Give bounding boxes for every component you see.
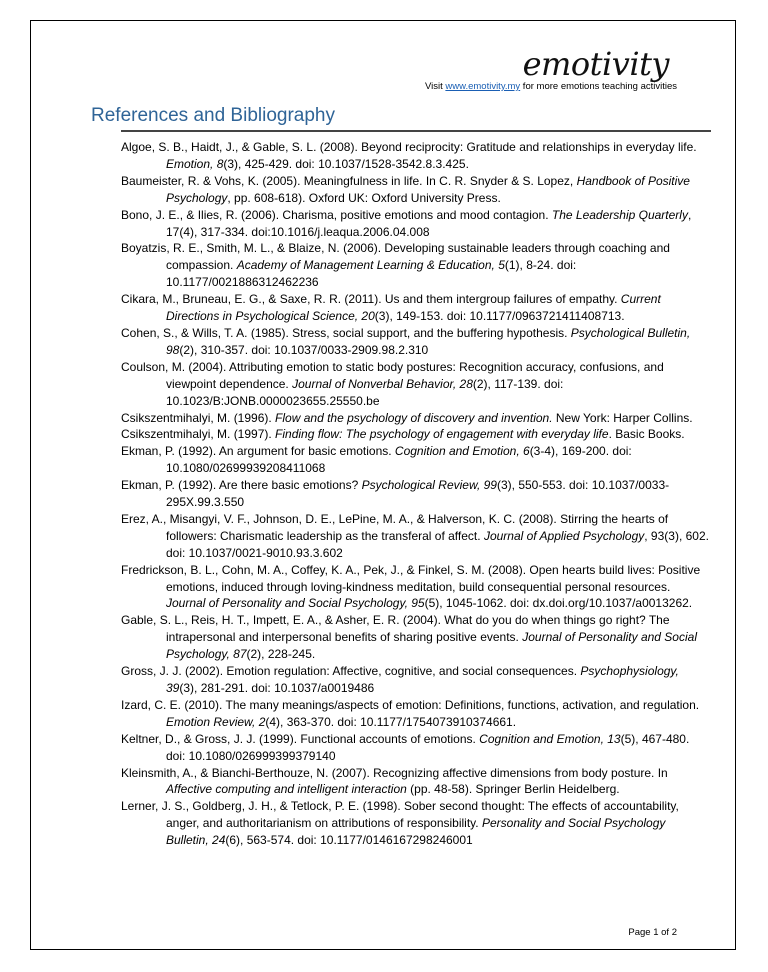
references-list — [121, 139, 711, 849]
reference-details: , 17(4), 317-334. doi:10.1016/j.leaqua.2006.04.008 — [166, 207, 692, 239]
reference-source-title: Personality and Social Psychology Bulletin, 24 — [166, 816, 666, 848]
reference-details: (4), 363-370. doi: 10.1177/1754073910374661. — [265, 714, 517, 729]
reference-details: , pp. 608-618). Oxford UK: Oxford University Press. — [227, 190, 501, 205]
reference-details: New York: Harper Collins. — [552, 410, 693, 425]
visit-line — [425, 81, 677, 92]
reference-details: . Basic Books. — [608, 427, 685, 442]
reference-entry — [121, 443, 711, 477]
reference-source-title: Psychophysiology, 39 — [166, 664, 679, 695]
reference-text: Fredrickson, B. L., Cohn, M. A., Coffey, K. A., Pek, J., & Finkel, S. M. (2008). Open hearts build lives: Positive emotions, induced through loving-kindness meditation, build consequential personal resources. — [121, 562, 701, 594]
reference-text: Csikszentmihalyi, M. (1996). — [121, 410, 276, 425]
reference-source-title: Psychological Review, 99 — [361, 478, 497, 493]
reference-entry — [121, 173, 711, 207]
title-divider — [121, 130, 711, 132]
reference-source-title: Finding flow: The psychology of engagement with everyday life — [275, 427, 609, 442]
reference-source-title: Cognition and Emotion, 13 — [479, 731, 621, 746]
reference-details: (3), 149-153. doi: 10.1177/0963721411408713. — [374, 309, 625, 324]
reference-entry — [121, 139, 711, 173]
reference-text: Kleinsmith, A., & Bianchi-Berthouze, N. (2007). Recognizing affective dimensions from body posture. In — [121, 765, 668, 780]
reference-entry — [121, 731, 711, 765]
reference-source-title: Current Directions in Psychological Science, 20 — [166, 292, 661, 324]
reference-details: (2), 310-357. doi: 10.1037/0033-2909.98.2.310 — [179, 342, 429, 357]
reference-details: (3), 425-429. doi: 10.1037/1528-3542.8.3.425. — [223, 156, 469, 171]
reference-source-title: The Leadership Quarterly — [551, 207, 688, 222]
reference-text: Coulson, M. (2004). Attributing emotion to static body postures: Recognition accuracy, confusions, and viewpoint dependence. — [121, 359, 664, 391]
reference-details: (3), 550-553. doi: 10.1037/0033-295X.99.3.550 — [166, 478, 670, 510]
reference-source-title: Journal of Personality and Social Psychology, 87 — [166, 630, 697, 662]
reference-entry — [121, 207, 711, 241]
reference-text: Algoe, S. B., Haidt, J., & Gable, S. L. (2008). Beyond reciprocity: Gratitude and relationships in everyday life. — [121, 140, 697, 154]
reference-source-title: Emotion Review, 2 — [166, 714, 266, 729]
reference-text: Ekman, P. (1992). Are there basic emotions? — [121, 478, 362, 493]
reference-details: (6), 563-574. doi: 10.1177/0146167298246001 — [225, 833, 473, 848]
reference-entry — [121, 410, 711, 427]
reference-text: Ekman, P. (1992). An argument for basic emotions. — [121, 444, 395, 459]
reference-entry — [121, 562, 711, 613]
reference-text: Cikara, M., Bruneau, E. G., & Saxe, R. R. (2011). Us and them intergroup failures of empathy. — [121, 292, 621, 307]
reference-source-title: Emotion, 8 — [166, 156, 224, 171]
reference-details: (3-4), 169-200. doi: 10.1080/02699939208411068 — [166, 444, 632, 476]
reference-source-title: Journal of Nonverbal Behavior, 28 — [292, 376, 473, 391]
reference-entry — [121, 798, 711, 849]
reference-details: (1), 8-24. doi: 10.1177/0021886312462236 — [166, 258, 577, 290]
reference-entry — [121, 612, 711, 663]
visit-suffix: for more emotions teaching activities — [520, 81, 677, 92]
reference-text: Erez, A., Misangyi, V. F., Johnson, D. E., LePine, M. A., & Halverson, K. C. (2008). Stirring the hearts of followers: Charismatic leadership as the transferal of affect. — [121, 511, 669, 543]
reference-source-title: Handbook of Positive Psychology — [166, 173, 690, 205]
reference-text: Bono, J. E., & Ilies, R. (2006). Charisma, positive emotions and mood contagion. — [121, 207, 552, 222]
reference-source-title: Affective computing and intelligent interaction — [166, 782, 407, 797]
reference-text: Baumeister, R. & Vohs, K. (2005). Meaningfulness in life. In C. R. Snyder & S. Lopez, — [121, 173, 577, 188]
reference-source-title: Psychological Bulletin, 98 — [166, 325, 691, 357]
reference-text: Cohen, S., & Wills, T. A. (1985). Stress, social support, and the buffering hypothesis. — [121, 325, 571, 340]
document-page — [30, 20, 736, 950]
reference-text: Gross, J. J. (2002). Emotion regulation: Affective, cognitive, and social consequences. — [121, 664, 581, 679]
reference-entry — [121, 697, 711, 731]
reference-source-title: Flow and the psychology of discovery and invention. — [275, 410, 553, 425]
reference-entry — [121, 291, 711, 325]
reference-entry — [121, 325, 711, 359]
reference-entry — [121, 426, 711, 443]
reference-text: Boyatzis, R. E., Smith, M. L., & Blaize, N. (2006). Developing sustainable leaders through coaching and compassion. — [121, 241, 670, 273]
reference-details: (pp. 48-58). Springer Berlin Heidelberg. — [406, 782, 620, 797]
reference-entry — [121, 359, 711, 410]
reference-text: Keltner, D., & Gross, J. J. (1999). Functional accounts of emotions. — [121, 731, 480, 746]
page-number: Page 1 of 2 — [628, 927, 677, 938]
reference-details: (5), 467-480. doi: 10.1080/026999399379140 — [166, 731, 690, 763]
reference-source-title: Academy of Management Learning & Education, 5 — [236, 258, 505, 273]
reference-text: Csikszentmihalyi, M. (1997). — [121, 427, 276, 442]
reference-details: (2), 228-245. — [246, 647, 316, 662]
reference-text: Lerner, J. S., Goldberg, J. H., & Tetlock, P. E. (1998). Sober second thought: The effects of accountability, anger, and authoritarianism on attributions of responsibility. — [121, 799, 679, 831]
reference-entry — [121, 477, 711, 511]
reference-entry — [121, 511, 711, 562]
emotivity-logo: emotivity — [522, 45, 669, 83]
reference-details: (3), 281-291. doi: 10.1037/a0019486 — [179, 681, 375, 695]
reference-entry — [121, 240, 711, 291]
page-title: References and Bibliography — [91, 105, 335, 126]
reference-details: (5), 1045-1062. doi: dx.doi.org/10.1037/a0013262. — [424, 596, 693, 611]
reference-source-title: Journal of Applied Psychology — [483, 528, 645, 543]
reference-entry — [121, 663, 711, 697]
reference-source-title: Cognition and Emotion, 6 — [394, 444, 530, 459]
reference-text: Izard, C. E. (2010). The many meanings/aspects of emotion: Definitions, functions, activation, and regulation. — [121, 697, 700, 712]
reference-details: (2), 117-139. doi: 10.1023/B:JONB.0000023655.25550.be — [166, 376, 564, 408]
reference-details: , 93(3), 602. doi: 10.1037/0021-9010.93.3.602 — [166, 528, 709, 560]
emotivity-website-link[interactable]: www.emotivity.my — [445, 81, 521, 92]
reference-entry — [121, 765, 711, 799]
visit-prefix: Visit — [424, 81, 446, 92]
reference-text: Gable, S. L., Reis, H. T., Impett, E. A., & Asher, E. R. (2004). What do you do when things go right? The intrapersonal and interpersonal benefits of sharing positive events. — [121, 613, 670, 645]
reference-source-title: Journal of Personality and Social Psychology, 95 — [166, 596, 425, 611]
